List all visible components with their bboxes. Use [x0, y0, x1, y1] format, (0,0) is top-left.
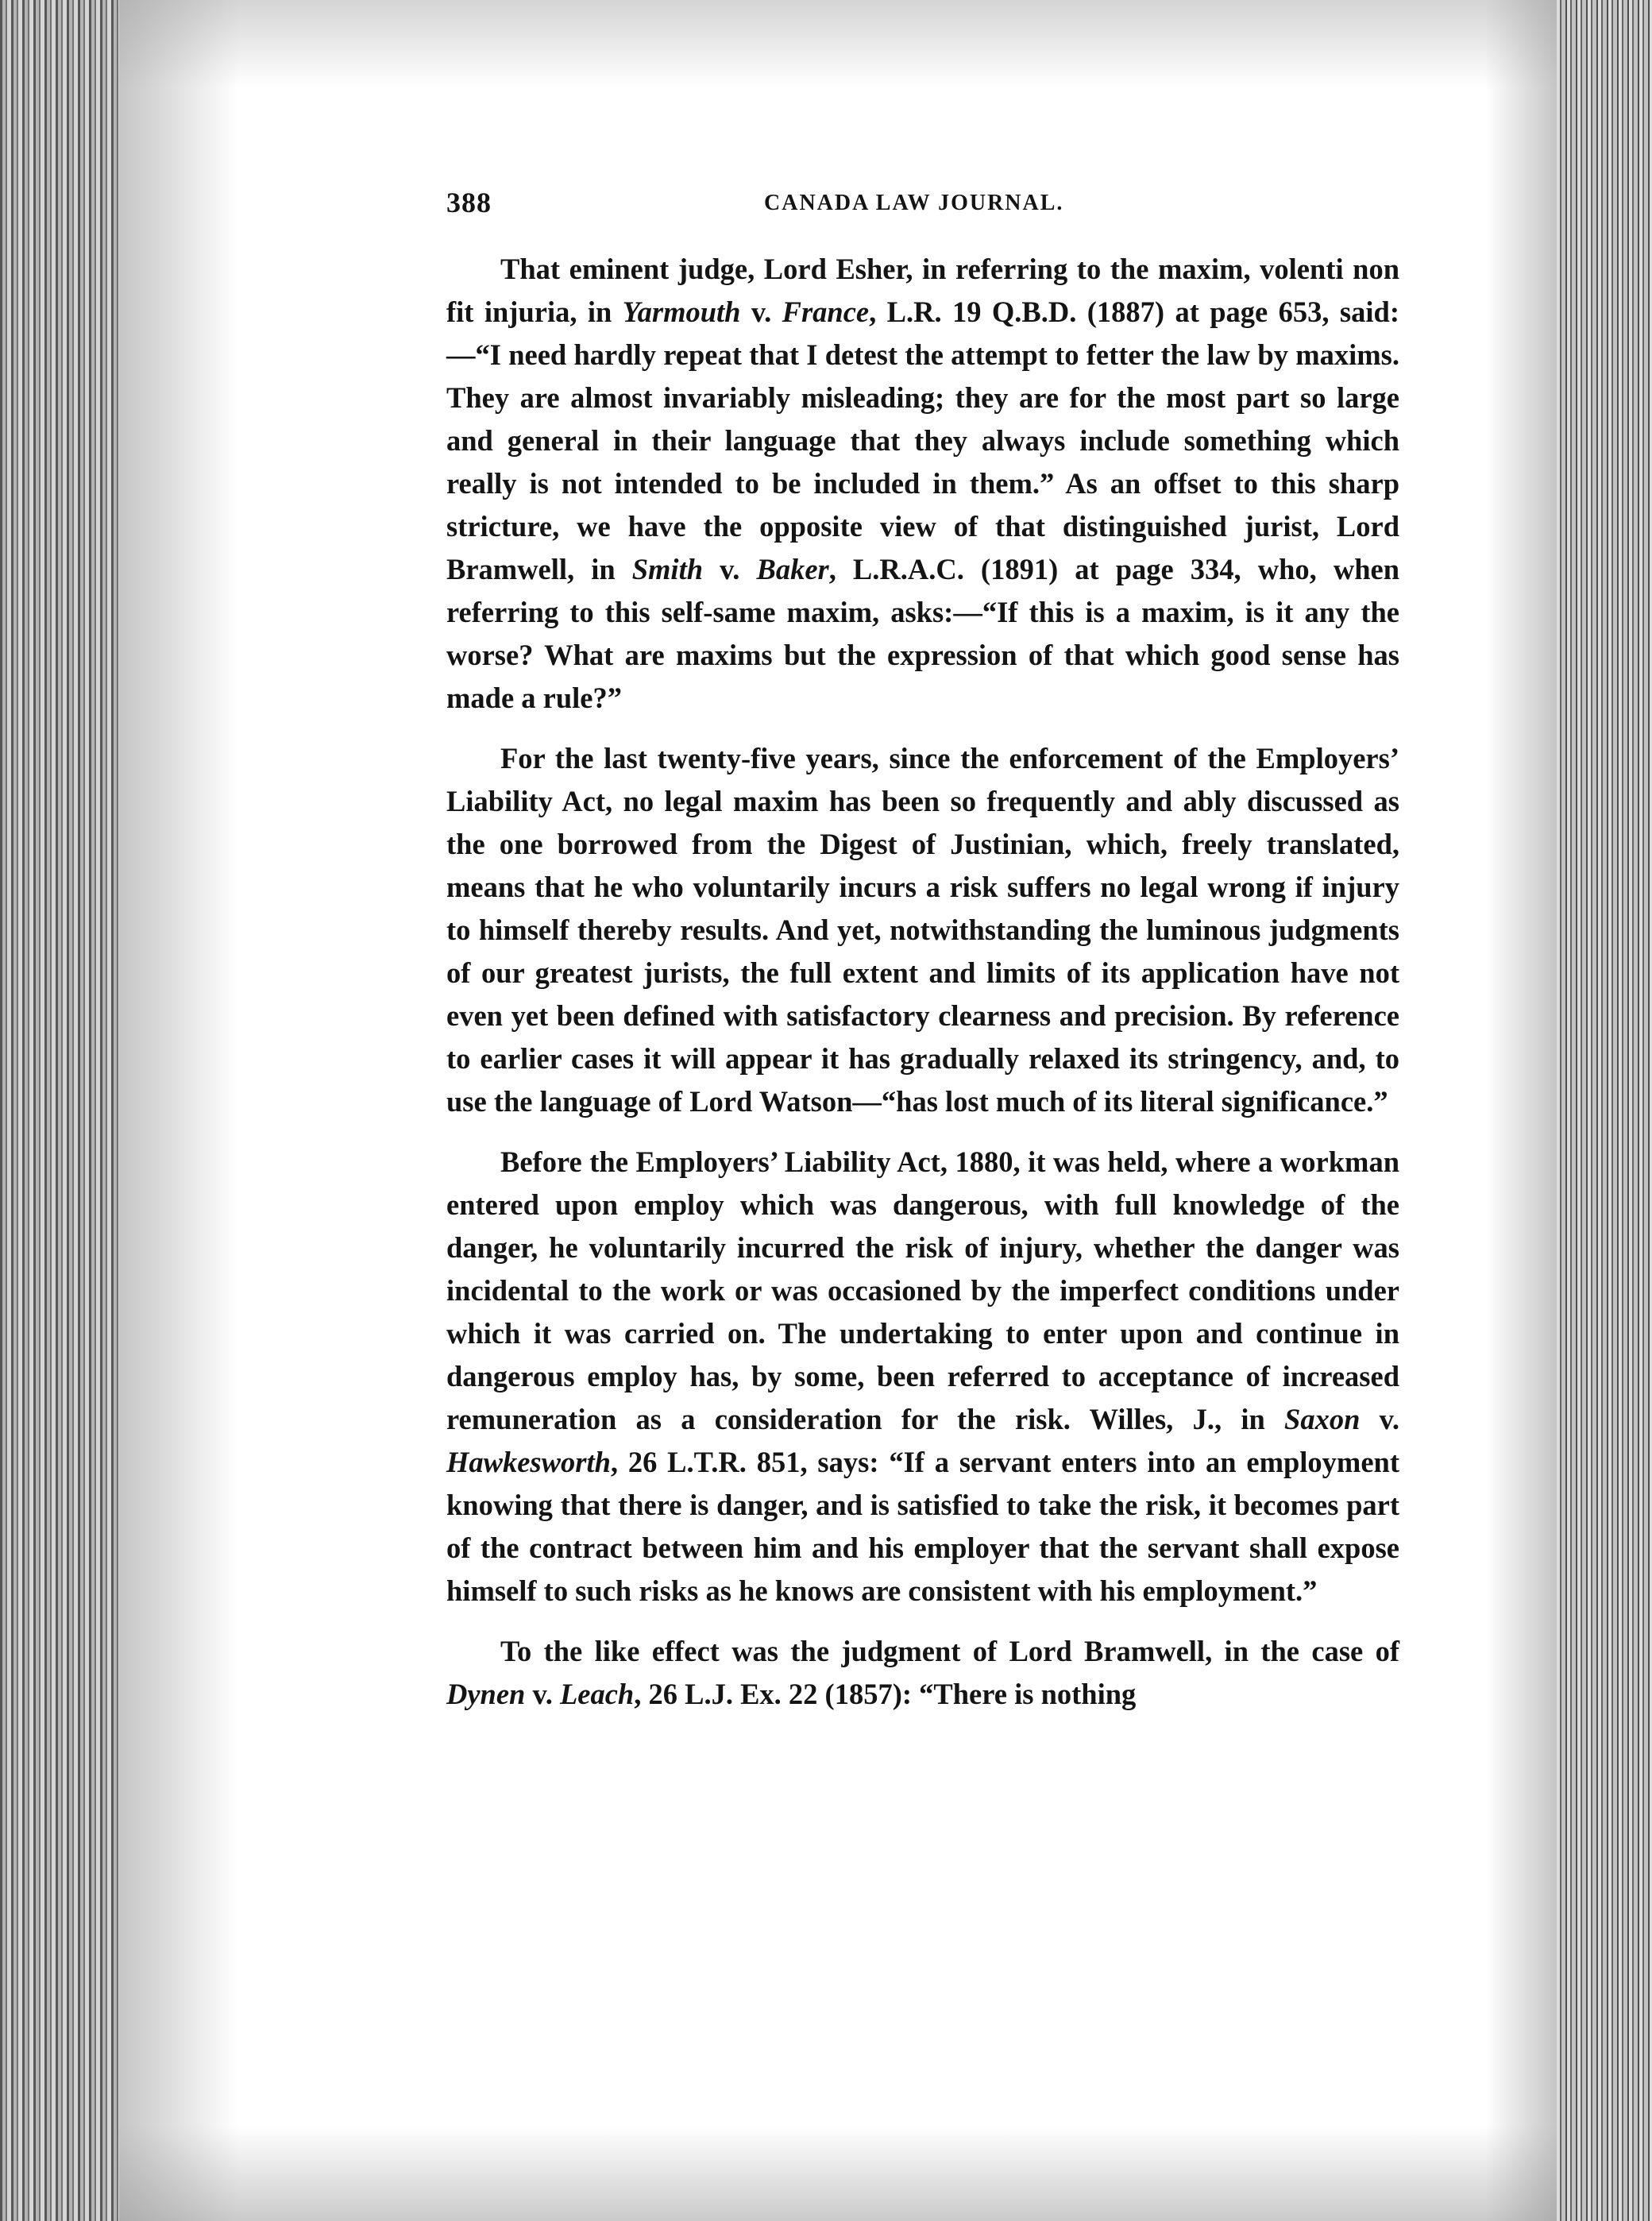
case-name: Saxon — [1284, 1403, 1361, 1435]
paragraph: For the last twenty-five years, since the enforcement of the Employers’ Liability Act, no legal maxim has been so frequently and ably discussed as the one borrowed from the Digest of Justinian, which, freely translated, means that he who voluntarily incurs a risk suffers no legal wrong if injury to himself thereby results. And yet, notwithstanding the luminous judgments of our greatest jurists, the full extent and limits of its application have not even yet been defined with satisfactory clearness and precision. By reference to earlier cases it will appear it has gradually relaxed its stringency, and, to use the language of Lord Watson—“has lost much of its literal significance.” — [446, 742, 1399, 1118]
journal-title: CANADA LAW JOURNAL. — [764, 191, 1064, 215]
case-name: Yarmouth — [622, 295, 741, 328]
running-head — [446, 180, 1399, 227]
paragraph: Before the Employers’ Liability Act, 1880, it was held, where a workman entered upon employ which was dangerous, with full knowledge of the danger, he voluntarily incurred the risk of injury, whether the danger was incidental to the work or was occasioned by the imperfect conditions under which it was carried on. The undertaking to enter upon and continue in dangerous employ has, by some, been referred to acceptance of increased remuneration as a consideration for the risk. Willes, J., in Saxon v. Hawkesworth, 26 L.T.R. 851, says: “If a servant enters into an employment knowing that there is danger, and is satisfied to take the risk, it becomes part of the contract between him and his employer that the servant shall expose himself to such risks as he knows are consistent with his employment.” — [446, 1145, 1399, 1607]
page-number: 388 — [446, 187, 492, 218]
case-name: Baker — [756, 553, 829, 585]
case-name: Dynen — [446, 1678, 526, 1710]
scan-edge-right — [1557, 0, 1652, 2221]
case-name: Leach — [559, 1678, 635, 1710]
paragraph: That eminent judge, Lord Esher, in referring to the maxim, volenti non fit injuria, in Yarmouth v. France, L.R. 19 Q.B.D. (1887) at page 653, said:—“I need hardly repeat that I detest the attempt to fetter the law by maxims. They are almost invariably misleading; they are for the most part so large and general in their language that they always include something which really is not intended to be included in them.” As an offset to this sharp stricture, we have the opposite view of that distinguished jurist, Lord Bramwell, in Smith v. Baker, L.R.A.C. (1891) at page 334, who, when referring to this self-same maxim, asks:—“If this is a maxim, is it any the worse? What are maxims but the expression of that which good sense has made a rule?” — [446, 253, 1399, 714]
scan-edge-left — [0, 0, 119, 2221]
case-name: Hawkesworth — [446, 1446, 611, 1478]
scan-shadow-left — [119, 0, 238, 2221]
paragraph: To the like effect was the judgment of Lord Bramwell, in the case of Dynen v. Leach, 26 L.J. Ex. 22 (1857): “There is nothing — [446, 1635, 1399, 1710]
case-name: Smith — [631, 553, 704, 585]
journal-page — [446, 180, 1399, 1716]
scan-shadow-top — [119, 0, 1557, 87]
scan-shadow-right — [1485, 0, 1557, 2221]
article-body — [446, 248, 1399, 1716]
case-name: France — [782, 295, 870, 328]
scan-shadow-bottom — [119, 2126, 1557, 2221]
